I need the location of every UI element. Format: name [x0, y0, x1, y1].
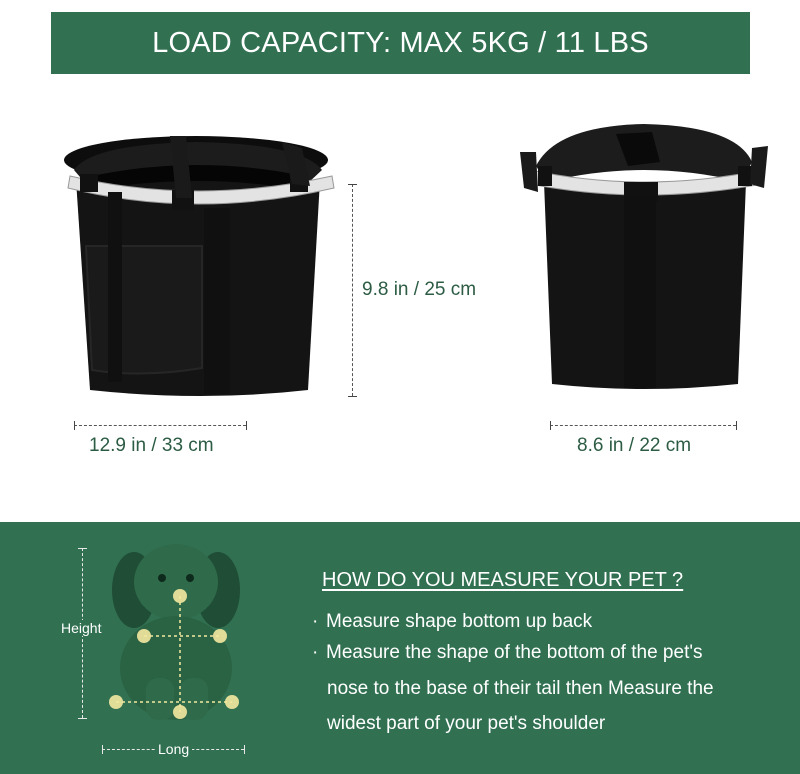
- bullet-2-line-2: nose to the base of their tail then Measure the: [327, 678, 714, 699]
- side-basket-image: [516, 122, 770, 397]
- width-label: 12.9 in / 33 cm: [89, 435, 214, 456]
- bullet-1-text: Measure shape bottom up back: [326, 611, 593, 632]
- load-capacity-banner: [51, 12, 750, 74]
- bullet-1: [312, 611, 592, 633]
- pet-height-tick-top: [78, 548, 87, 549]
- bullet-2: [312, 642, 702, 664]
- depth-dimension-line: [550, 425, 736, 426]
- banner-title: LOAD CAPACITY: MAX 5KG / 11 LBS: [152, 26, 649, 59]
- depth-label: 8.6 in / 22 cm: [577, 435, 692, 456]
- height-label: 9.8 in / 25 cm: [362, 279, 477, 300]
- width-tick-left: [74, 421, 75, 430]
- bullet-dot-1: ·: [312, 611, 319, 632]
- pet-height-tick-bottom: [78, 718, 87, 719]
- pet-long-tick-left: [102, 745, 103, 754]
- bullet-2-line-1: Measure the shape of the bottom of the pet's: [326, 642, 703, 663]
- pet-long-tick-right: [244, 745, 245, 754]
- depth-tick-left: [550, 421, 551, 430]
- depth-tick-right: [736, 421, 737, 430]
- height-tick-top: [348, 184, 357, 185]
- pet-long-label: Long: [155, 741, 192, 757]
- height-tick-bottom: [348, 396, 357, 397]
- dog-image: [96, 540, 256, 730]
- width-dimension-line: [74, 425, 246, 426]
- bullet-2-line-3: widest part of your pet's shoulder: [327, 713, 606, 734]
- pet-height-label: Height: [61, 620, 102, 636]
- front-basket-image: [52, 128, 342, 403]
- height-dimension-line: [352, 184, 353, 396]
- bullet-dot-2: ·: [312, 642, 319, 663]
- width-tick-right: [246, 421, 247, 430]
- measure-title: HOW DO YOU MEASURE YOUR PET ?: [322, 569, 684, 591]
